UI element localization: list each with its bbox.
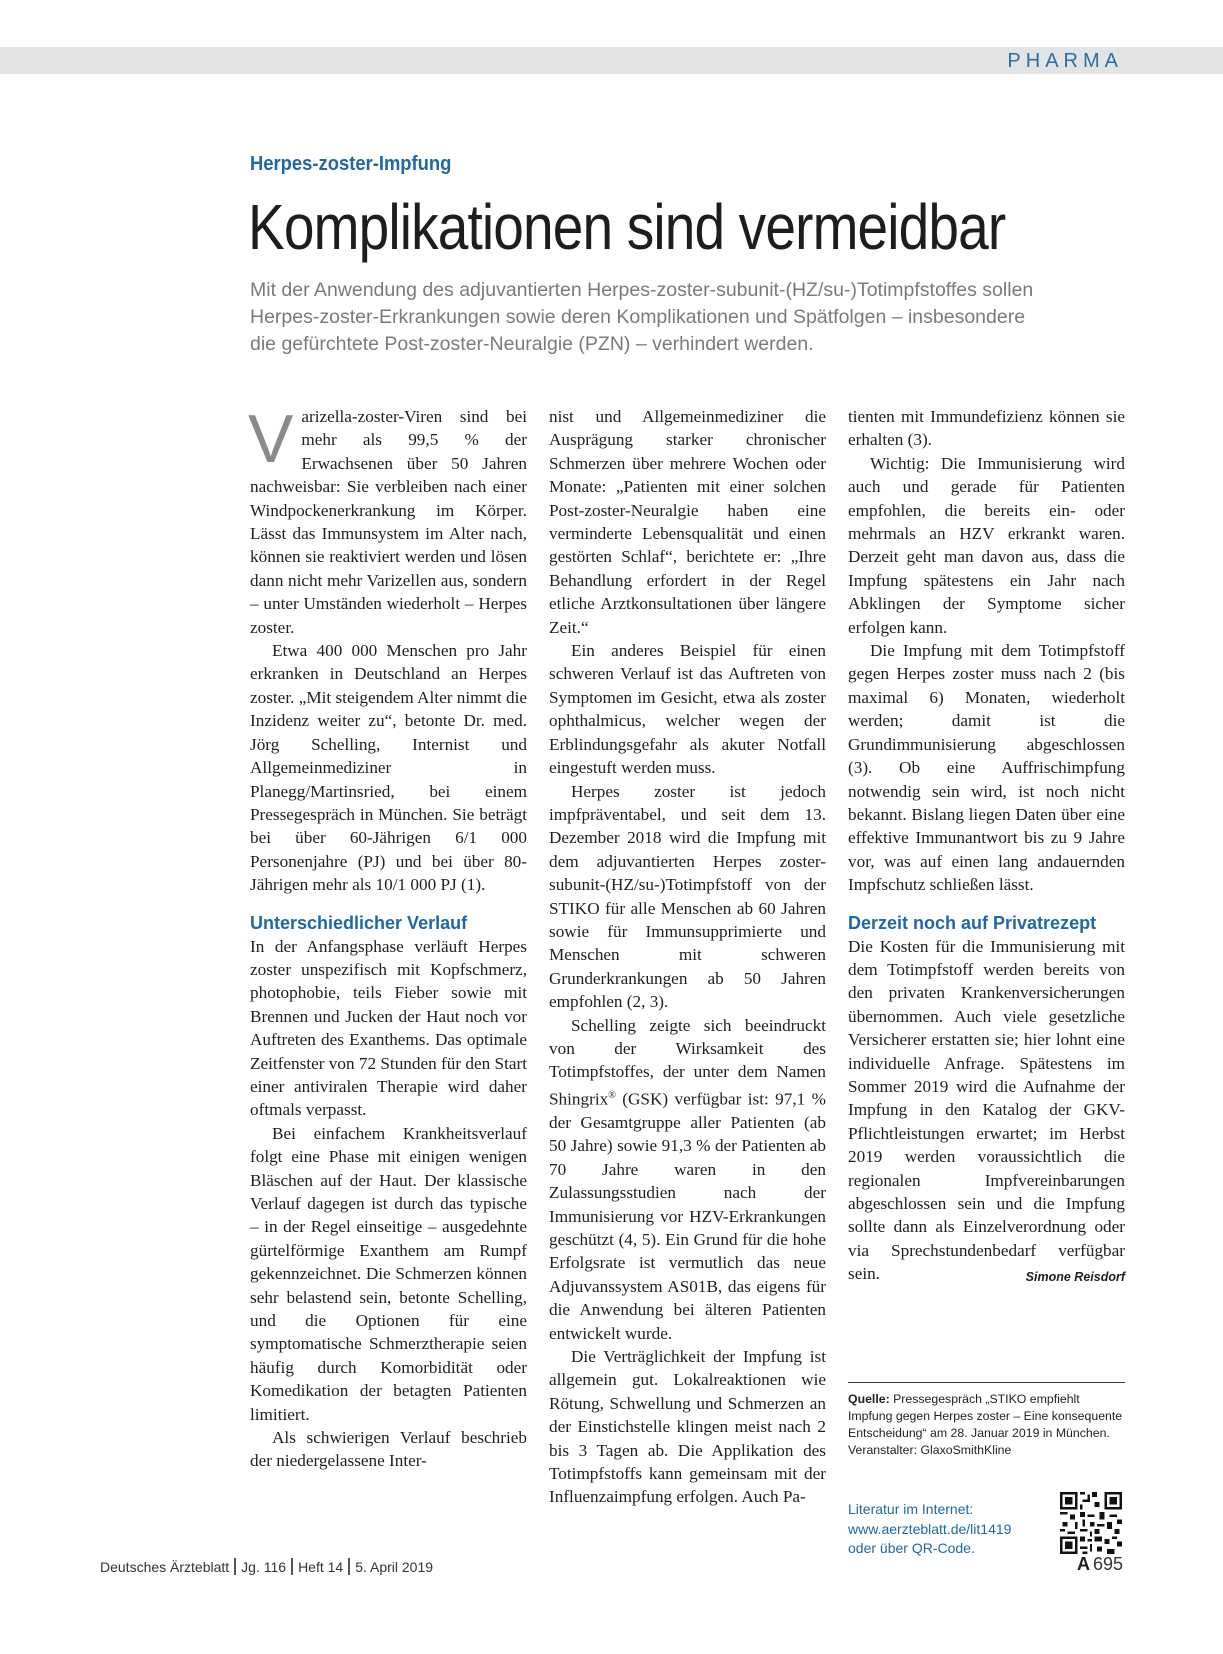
paragraph: Bei einfachem Krankheitsverlauf folgt eine Phase mit einigen wenigen Bläschen auf der Haut. Der klassische Verlauf dagegen ist durch das typische – in der Regel einseitige – ausgedehnte gürtelförmige Exanthem am Rumpf gekennzeichnet. Die Schmerzen können sehr belastend sein, betonte Schelling, und die Optionen für eine symptomatische Schmerztherapie seien häufig durch Komorbidität oder Komedikation der betagten Patienten limitiert. <box>250 1123 527 1424</box>
footer-separator <box>291 1558 293 1575</box>
footer-separator <box>348 1558 350 1575</box>
registered-mark: ® <box>608 1089 616 1101</box>
journal-volume: Jg. 116 <box>241 1559 287 1575</box>
lead-line: Herpes-zoster-Erkrankungen sowie deren Komplikationen und Spätfolgen – insbesondere <box>250 306 1026 328</box>
paragraph <box>248 401 527 639</box>
source-note <box>848 1382 1125 1459</box>
article-lead <box>250 277 1140 358</box>
literature-qr-hint: oder über QR-Code. <box>848 1540 975 1556</box>
paragraph: nist und Allgemeinmediziner die Ausprägung starker chronischer Schmerzen über mehrere Wochen oder Monate: „Patienten mit einer solchen Post-zoster-Neuralgie haben eine verminderte Lebensqualität und einen gestörten Schlaf“, berichtete er: „Ihre Behandlung erfordert in der Regel etliche Arztkonsultationen über längere Zeit.“ <box>549 407 826 637</box>
page-number <box>1077 1554 1123 1575</box>
paragraph-text: arizella-zoster-Viren sind bei mehr als 99,5 % der Erwachsenen über 50 Jahren nachweisbar: Sie verbleiben nach einer Windpockenerkrankung im Körper. Lässt das Immunsystem im Alter nach, können sie reaktiviert werden und lösen dann nicht mehr Varizellen aus, sondern – unter Umständen wiederholt – Herpes zoster. <box>250 407 527 637</box>
literature-link-box <box>848 1500 1011 1559</box>
text-column-3 <box>848 405 1125 1290</box>
footer-separator <box>234 1558 236 1575</box>
paragraph: tienten mit Immundefizienz können sie erhalten (3). <box>848 407 1125 450</box>
paragraph: In der Anfangsphase verläuft Herpes zoster unspezifisch mit Kopfschmerz, photophobie, teils Fieber sowie mit Brennen und Jucken der Haut noch vor Auftreten des Exanthems. Das optimale Zeitfenster von 72 Stunden für den Start einer antiviralen Therapie wird daher oftmals verpasst. <box>250 936 527 1120</box>
text-column-2 <box>549 405 826 1509</box>
paragraph: Die Impfung mit dem Totimpfstoff gegen Herpes zoster muss nach 2 (bis maximal 6) Monaten, wiederholt werden; damit ist die Grundimmunisierung abgeschlossen (3). Ob eine Auffrischimpfung notwendig sein wird, ist noch nicht bekannt. Bislang liegen Daten über eine effektive Immunantwort bis zu 9 Jahre vor, was auf einen lang andauernden Impfschutz schließen lässt. <box>848 641 1125 895</box>
paragraph: Als schwierigen Verlauf beschrieb der niedergelassene Inter- <box>250 1428 527 1471</box>
subheading: Derzeit noch auf Privatrezept <box>848 912 1097 933</box>
qr-code-icon[interactable] <box>1060 1492 1122 1554</box>
author-name: Simone Reisdorf <box>1025 1270 1125 1285</box>
literature-label: Literatur im Internet: <box>848 1501 974 1517</box>
section-label: PHARMA <box>1007 50 1123 72</box>
journal-name: Deutsches Ärzteblatt <box>100 1559 230 1575</box>
paragraph-text: (GSK) verfügbar ist: 97,1 % der Gesamtgruppe aller Patienten (ab 50 Jahre) sowie 91,3 % der Patienten ab 70 Jahre waren in den Zulassungsstudien nach der Immunisierung vor HZV-Erkrankungen geschützt (4, 5). Ein Grund für die hohe Erfolgsrate ist vermutlich das neue Adjuvanssystem AS01B, das eigens für die Anwendung bei älteren Patienten entwickelt wurde. <box>549 1089 826 1343</box>
source-text: Pressegespräch „STIKO empfiehlt Impfung gegen Herpes zoster – Eine konsequente Entscheidung“ am 28. Januar 2019 in München. Veranstalter: GlaxoSmithKline <box>848 1392 1123 1457</box>
article-kicker: Herpes-zoster-Impfung <box>250 153 452 175</box>
page-prefix: A <box>1076 1554 1090 1574</box>
source-label: Quelle: <box>848 1392 890 1406</box>
lead-line: Mit der Anwendung des adjuvantierten Herpes-zoster-subunit-(HZ/su-)Totimpfstoffes sollen <box>250 279 1034 301</box>
paragraph: Wichtig: Die Immunisierung wird auch und gerade für Patienten empfohlen, die bereits ein- oder mehrmals an HZV erkrankt waren. Derzeit geht man davon aus, dass die Impfung spätestens ein Jahr nach Abklingen der Symptome sicher erfolgen kann. <box>848 453 1125 637</box>
drop-cap: V <box>248 401 294 477</box>
paragraph <box>848 935 1125 1286</box>
paragraph: Etwa 400 000 Menschen pro Jahr erkranken in Deutschland an Herpes zoster. „Mit steigendem Alter nimmt die Inzidenz weiter zu“, betonte Dr. med. Jörg Schelling, Internist und Allgemeinmediziner in Planegg/Martinsried, bei einem Pressegespräch in München. Sie beträgt bei über 60-Jährigen 6/1 000 Personenjahre (PJ) und bei über 80-Jährigen mehr als 10/1 000 PJ (1). <box>250 641 527 895</box>
article-title: Komplikationen sind vermeidbar <box>248 191 1006 263</box>
paragraph-text: Schelling zeigte sich beeindruckt von der Wirksamkeit des Totimpfstoffes, der unter dem Namen Shingrix <box>549 1015 826 1109</box>
paragraph <box>549 1014 826 1345</box>
text-column-1 <box>248 401 527 1473</box>
issue-date: 5. April 2019 <box>355 1559 434 1575</box>
paragraph: Herpes zoster ist jedoch impfpräventabel, und seit dem 13. Dezember 2018 wird die Impfung mit dem adjuvantierten Herpes zoster-subunit-(HZ/su-)Totimpfstoff von der STIKO für alle Menschen ab 60 Jahren sowie für Immunsupprimierte und Menschen mit schweren Grunderkrankungen ab 50 Jahren empfohlen (2, 3). <box>549 781 826 1012</box>
subheading: Unterschiedlicher Verlauf <box>250 912 468 933</box>
paragraph: Die Verträglichkeit der Impfung ist allgemein gut. Lokalreaktionen wie Rötung, Schwellung und Schmerzen an der Einstichstelle klingen meist nach 2 bis 3 Tagen ab. Die Applikation des Totimpfstoffs kann gemeinsam mit der Influenzaimpfung erfolgen. Auch Pa- <box>549 1346 826 1507</box>
lead-line: die gefürchtete Post-zoster-Neuralgie (PZN) – verhindert werden. <box>250 333 814 355</box>
journal-issue: Heft 14 <box>298 1559 344 1575</box>
paragraph: Ein anderes Beispiel für einen schweren Verlauf ist das Auftreten von Symptomen im Gesicht, etwa als zoster ophthalmicus, welcher wegen der Erblindungsgefahr als akuter Notfall eingestuft werden muss. <box>549 641 826 778</box>
paragraph-text: Die Kosten für die Immunisierung mit dem Totimpfstoff werden bereits von den privaten Krankenversicherungen übernommen. Auch viele gesetzliche Versicherer erstatten sie; hier lohnt eine individuelle Anfrage. Spätestens im Sommer 2019 wird die Aufnahme der Impfung in den Katalog der GKV-Pflichtleistungen erwartet; im Herbst 2019 werden voraussichtlich die regionalen Impfvereinbarungen abgeschlossen sein und die Impfung sollte dann als Einzelverordnung oder via Sprechstundenbedarf verfügbar sein. <box>848 936 1125 1284</box>
literature-url[interactable]: www.aerzteblatt.de/lit1419 <box>848 1520 1012 1537</box>
page-number-value: 695 <box>1092 1554 1123 1574</box>
page-footer <box>100 1558 433 1575</box>
